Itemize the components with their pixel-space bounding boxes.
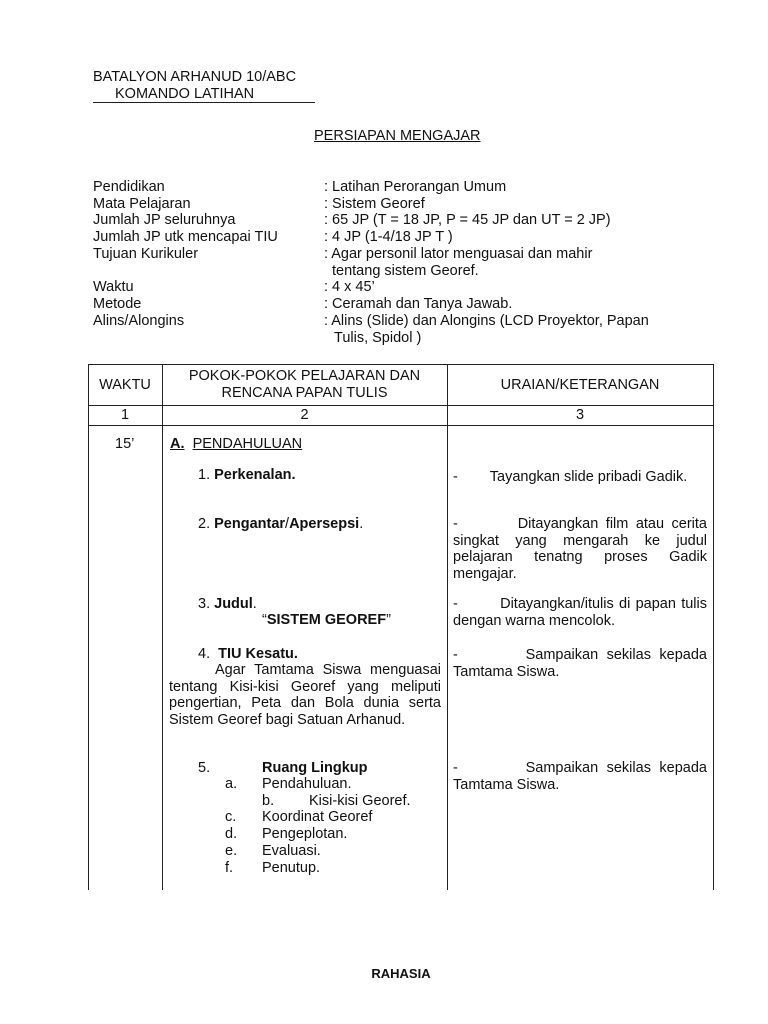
item-judul	[198, 596, 257, 612]
header-waktu: WAKTU	[99, 377, 151, 393]
column-number-3: 3	[575, 407, 585, 423]
info-label-jumlah-jp: Jumlah JP seluruhnya	[93, 212, 236, 228]
scope-item-c: Koordinat Georef	[262, 809, 373, 825]
scope-letter-f: f.	[225, 860, 234, 876]
item-title-2: Apersepsi	[289, 516, 360, 532]
item-title-ruang-lingkup: Ruang Lingkup	[262, 760, 368, 776]
scope-item-a: Pendahuluan.	[262, 776, 352, 792]
column-number-1: 1	[120, 407, 130, 423]
classification-footer: RAHASIA	[371, 966, 431, 981]
item-perkenalan	[198, 467, 296, 483]
scope-letter-c: c.	[225, 809, 237, 825]
table-divider-2	[447, 364, 448, 890]
table-left-border	[88, 364, 89, 890]
page-title: PERSIAPAN MENGAJAR	[314, 128, 481, 144]
item-pengantar	[198, 516, 363, 532]
scope-item-b: Kisi-kisi Georef.	[309, 793, 411, 809]
column-number-2: 2	[300, 407, 309, 423]
item-title: TIU Kesatu.	[218, 646, 298, 662]
item-separator: /	[285, 516, 290, 532]
info-label-alins: Alins/Alongins	[93, 313, 185, 329]
info-value-pendidikan: : Latihan Perorangan Umum	[324, 179, 507, 195]
scope-letter-a: a.	[225, 776, 238, 792]
item-number: 4.	[198, 646, 211, 662]
judul-text: SISTEM GEOREF	[266, 612, 387, 628]
scope-letter-d: d.	[225, 826, 238, 842]
info-label-jp-tiu: Jumlah JP utk mencapai TIU	[93, 229, 278, 245]
info-value-waktu: : 4 x 45’	[324, 279, 375, 295]
quote-open: “	[262, 612, 267, 628]
unit-name: BATALYON ARHANUD 10/ABC	[93, 69, 297, 85]
item-number: 3.	[198, 596, 211, 612]
item-title: Judul	[214, 596, 253, 612]
remark-judul: - Ditayangkan/itulis di papan tulis dengan warna mencolok.	[453, 596, 707, 629]
remark-ruang-lingkup: - Sampaikan sekilas kepada Tamtama Siswa.	[453, 760, 707, 793]
item-title: Pengantar	[214, 516, 286, 532]
section-letter: A.	[170, 436, 185, 452]
table-divider-1	[162, 364, 163, 890]
info-value-jumlah-jp: : 65 JP (T = 18 JP, P = 45 JP dan UT = 2 JP)	[324, 212, 611, 228]
remark-tiu: - Sampaikan sekilas kepada Tamtama Siswa.	[453, 647, 707, 680]
info-label-waktu: Waktu	[93, 279, 134, 295]
info-value-tujuan: : Agar personil lator menguasai dan mahir	[324, 246, 593, 262]
info-value-alins: : Alins (Slide) dan Alongins (LCD Proyektor, Papan	[324, 313, 649, 329]
info-label-tujuan: Tujuan Kurikuler	[93, 246, 199, 262]
header-pokok-line1: POKOK-POKOK PELAJARAN DAN	[188, 368, 421, 384]
judul-subtitle	[262, 612, 391, 628]
item-number: 2.	[198, 516, 211, 532]
tiu-body: Agar Tamtama Siswa menguasai tentang Kisi-kisi Georef yang meliputi pengertian, Peta dan Bola dunia serta Sistem Georef bagi Satuan Arhanud.	[169, 662, 441, 728]
item-number: 1.	[198, 467, 211, 483]
quote-close: ”	[386, 612, 391, 628]
header-uraian: URAIAN/KETERANGAN	[500, 377, 660, 393]
info-label-pendidikan: Pendidikan	[93, 179, 165, 195]
scope-item-e: Evaluasi.	[262, 843, 321, 859]
table-header-border	[88, 405, 714, 406]
item-dot: .	[359, 516, 364, 532]
header-underline	[93, 102, 315, 103]
table-top-border	[88, 364, 714, 365]
section-title: PENDAHULUAN	[192, 436, 303, 452]
command-name: KOMANDO LATIHAN	[115, 86, 255, 102]
table-right-border	[713, 364, 714, 890]
info-value-alins-cont: Tulis, Spidol )	[334, 330, 422, 346]
scope-letter-b: b.	[262, 793, 275, 809]
table-number-border	[88, 425, 714, 426]
info-value-metode: : Ceramah dan Tanya Jawab.	[324, 296, 513, 312]
item-dot: .	[252, 596, 257, 612]
info-value-mata-pelajaran: : Sistem Georef	[324, 196, 425, 212]
time-value: 15’	[115, 436, 135, 452]
header-pokok-line2: RENCANA PAPAN TULIS	[221, 385, 388, 401]
info-value-tujuan-cont: tentang sistem Georef.	[332, 263, 479, 279]
scope-letter-e: e.	[225, 843, 238, 859]
info-value-jp-tiu: : 4 JP (1-4/18 JP T )	[324, 229, 453, 245]
remark-pengantar: - Ditayangkan film atau cerita singkat yang mengarah ke judul pelajaran tenatng proses Gadik mengajar.	[453, 516, 707, 582]
scope-item-d: Pengeplotan.	[262, 826, 348, 842]
item-number-ruang-lingkup: 5.	[198, 760, 211, 776]
section-heading	[170, 436, 302, 452]
remark-perkenalan: - Tayangkan slide pribadi Gadik.	[453, 469, 688, 485]
info-label-mata-pelajaran: Mata Pelajaran	[93, 196, 191, 212]
info-label-metode: Metode	[93, 296, 142, 312]
item-title: Perkenalan.	[214, 467, 296, 483]
item-tiu	[198, 646, 298, 662]
scope-item-f: Penutup.	[262, 860, 321, 876]
